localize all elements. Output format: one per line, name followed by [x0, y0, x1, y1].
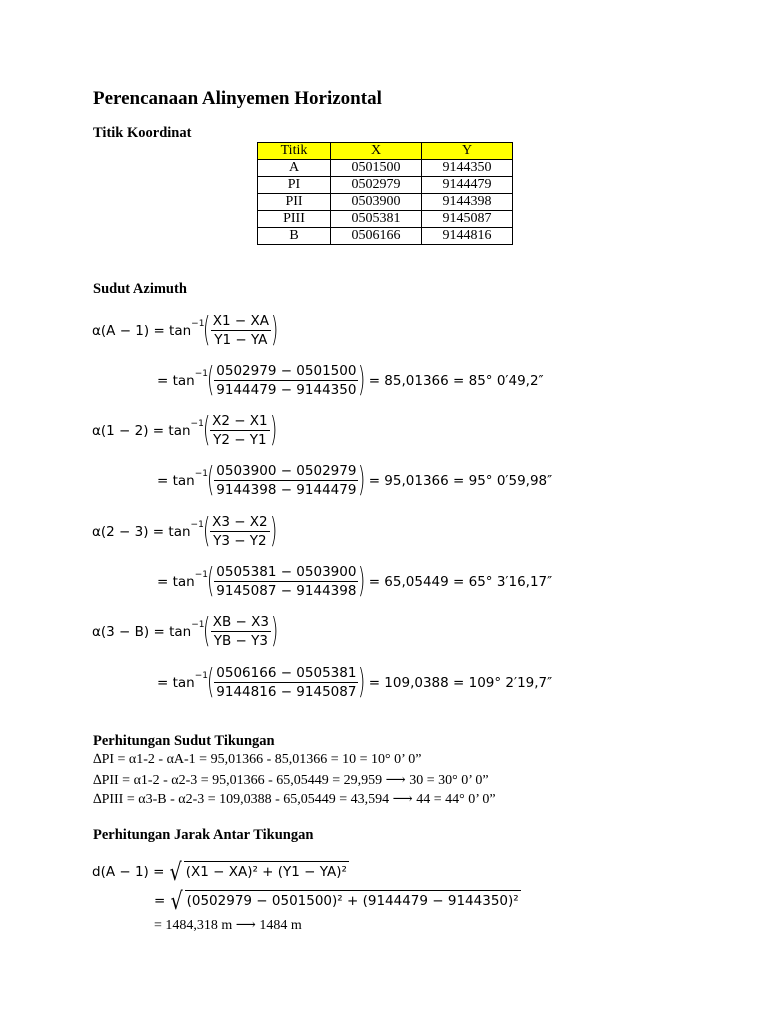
fraction-denominator: YB − Y3 [213, 633, 268, 649]
inverse-superscript: −1 [191, 318, 205, 329]
fraction-denominator: Y3 − Y2 [213, 533, 267, 549]
fraction [210, 413, 270, 448]
fraction-numerator: 0503900 − 0502979 [216, 463, 357, 479]
section-heading-azimuth: Sudut Azimuth [93, 281, 187, 297]
tikungan-line-3: ∆PIII = α3-B - α2-3 = 109,0388 - 65,05449 = 43,594 ⟶ 44 = 44° 0’ 0” [93, 792, 496, 807]
open-paren: ( [203, 610, 211, 651]
distance-result: = 1484,318 m ⟶ 1484 m [154, 918, 302, 933]
open-paren: ( [207, 560, 215, 601]
open-paren: ( [203, 309, 211, 350]
formula-lhs: d(A − 1) = [92, 864, 165, 880]
table-row [258, 194, 513, 211]
formula-lhs: α(A − 1) = tan [92, 322, 192, 339]
radical-sign: √ [169, 858, 183, 886]
azimuth-calc-1 [157, 359, 544, 400]
fraction-denominator: 9144816 − 9145087 [216, 684, 357, 700]
coordinate-table [257, 142, 513, 245]
close-paren: ) [270, 610, 279, 651]
table-row [258, 228, 513, 245]
fraction [211, 313, 271, 348]
table-cell: PIII [258, 211, 331, 228]
table-header-cell: Titik [258, 143, 331, 160]
table-header-cell: X [331, 143, 422, 160]
inverse-superscript: −1 [190, 418, 204, 429]
inverse-superscript: −1 [190, 519, 204, 530]
table-cell: 9144479 [422, 177, 513, 194]
azimuth-calc-4 [157, 661, 553, 702]
table-cell: 9144350 [422, 160, 513, 177]
inverse-superscript: −1 [194, 468, 209, 479]
table-row [258, 211, 513, 228]
fraction-numerator: 0505381 − 0503900 [216, 564, 357, 580]
fraction [210, 514, 270, 549]
open-paren: ( [202, 409, 211, 450]
square-root [168, 858, 348, 886]
formula-eq-prefix: = tan [157, 472, 195, 489]
azimuth-result: = 85,01366 = 85° 0′49,2″ [368, 372, 544, 389]
open-paren: ( [207, 661, 215, 702]
table-cell: 9145087 [422, 211, 513, 228]
azimuth-formula-2 [92, 409, 277, 450]
tikungan-line-1: ∆PI = α1-2 - αA-1 = 95,01366 - 85,01366 = 10 = 10° 0’ 0” [93, 752, 422, 767]
table-header-cell: Y [422, 143, 513, 160]
close-paren: ) [270, 309, 279, 350]
inverse-superscript: −1 [194, 569, 209, 580]
formula-lhs: α(1 − 2) = tan [92, 422, 191, 439]
azimuth-formula-3 [92, 510, 277, 551]
close-paren: ) [358, 661, 366, 702]
table-cell: 0505381 [331, 211, 422, 228]
table-cell: B [258, 228, 331, 245]
fraction [214, 363, 358, 398]
inverse-superscript: −1 [191, 619, 205, 630]
azimuth-result: = 95,01366 = 95° 0′59,98″ [368, 472, 553, 489]
formula-eq-prefix: = tan [157, 372, 195, 389]
fraction-numerator: 0502979 − 0501500 [216, 363, 357, 379]
table-header-row [258, 143, 513, 160]
inverse-superscript: −1 [194, 670, 209, 681]
open-paren: ( [207, 359, 215, 400]
azimuth-result: = 109,0388 = 109° 2′19,7″ [368, 674, 553, 691]
fraction-denominator: 9144479 − 9144350 [216, 382, 357, 398]
table-cell: 0501500 [331, 160, 422, 177]
table-cell: 0506166 [331, 228, 422, 245]
close-paren: ) [358, 560, 366, 601]
square-root [169, 887, 520, 915]
formula-eq-prefix: = tan [157, 674, 195, 691]
fraction [214, 463, 358, 498]
fraction-denominator: 9144398 − 9144479 [216, 482, 357, 498]
table-cell: PI [258, 177, 331, 194]
close-paren: ) [269, 510, 277, 551]
close-paren: ) [358, 359, 366, 400]
table-cell: 9144398 [422, 194, 513, 211]
formula-lhs: α(2 − 3) = tan [92, 523, 191, 540]
table-cell: 0503900 [331, 194, 422, 211]
table-cell: PII [258, 194, 331, 211]
azimuth-calc-3 [157, 560, 553, 601]
formula-lhs: α(3 − B) = tan [92, 623, 192, 640]
formula-eq-prefix: = tan [157, 573, 195, 590]
azimuth-calc-2 [157, 459, 553, 500]
close-paren: ) [269, 409, 277, 450]
table-row [258, 160, 513, 177]
radicand: (0502979 − 0501500)² + (9144479 − 9144350)² [185, 890, 521, 912]
fraction-numerator: X3 − X2 [212, 514, 268, 530]
section-heading-koordinat: Titik Koordinat [93, 125, 192, 141]
distance-formula [92, 858, 349, 886]
fraction-numerator: X1 − XA [212, 313, 269, 329]
open-paren: ( [202, 510, 211, 551]
azimuth-result: = 65,05449 = 65° 3′16,17″ [368, 573, 553, 590]
table-row [258, 177, 513, 194]
radicand: (X1 − XA)² + (Y1 − YA)² [184, 861, 349, 883]
open-paren: ( [207, 459, 215, 500]
azimuth-formula-1 [92, 309, 279, 350]
fraction-denominator: 9145087 − 9144398 [216, 583, 357, 599]
fraction-numerator: XB − X3 [212, 614, 269, 630]
fraction-numerator: X2 − X1 [212, 413, 268, 429]
fraction [211, 614, 271, 649]
page-title: Perencanaan Alinyemen Horizontal [93, 88, 382, 109]
distance-calc [154, 887, 521, 915]
close-paren: ) [358, 459, 366, 500]
inverse-superscript: −1 [194, 368, 209, 379]
table-cell: A [258, 160, 331, 177]
table-cell: 9144816 [422, 228, 513, 245]
fraction [214, 665, 358, 700]
section-heading-jarak: Perhitungan Jarak Antar Tikungan [93, 827, 314, 843]
fraction-numerator: 0506166 − 0505381 [216, 665, 357, 681]
radical-sign: √ [170, 887, 184, 915]
azimuth-formula-4 [92, 610, 279, 651]
fraction-denominator: Y2 − Y1 [213, 432, 267, 448]
tikungan-line-2: ∆PII = α1-2 - α2-3 = 95,01366 - 65,05449 = 29,959 ⟶ 30 = 30° 0’ 0” [93, 773, 489, 788]
section-heading-tikungan: Perhitungan Sudut Tikungan [93, 733, 275, 749]
table-cell: 0502979 [331, 177, 422, 194]
fraction [214, 564, 358, 599]
formula-eq: = [154, 893, 166, 909]
fraction-denominator: Y1 − YA [214, 332, 268, 348]
